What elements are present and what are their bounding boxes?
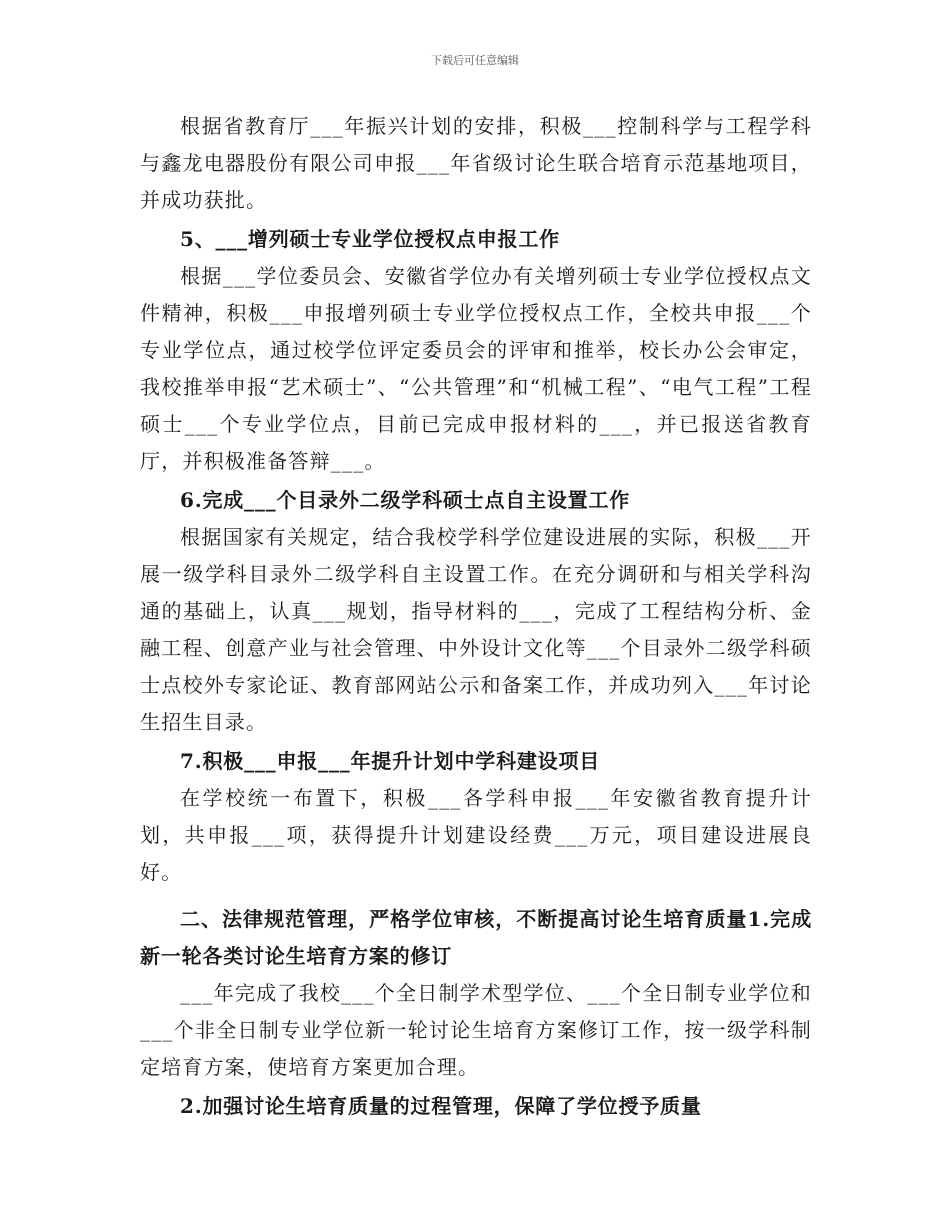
document-body	[140, 108, 812, 1125]
heading-quality-management: 2.加强讨论生培育质量的过程管理，保障了学位授予质量	[180, 1094, 702, 1118]
heading-section-5: 5、___增列硕士专业学位授权点申报工作	[180, 227, 560, 251]
paragraph-professional-degree: 根据___学位委员会、安徽省学位办有关增列硕士专业学位授权点文件精神，积极___申报增列硕士专业学位授权点工作，全校共申报___个专业学位点，通过校学位评定委员会的评审和推举，校长办公会审定，我校推举申报“艺术硕士”、“公共管理”和“机械工程”、“电气工程”工程硕士___个专业学位点，目前已完成申报材料的___，并已报送省教育厅，并积极准备答辩___。	[140, 264, 812, 473]
heading-part-two: 二、法律规范管理，严格学位审核，不断提高讨论生培育质量1.完成新一轮各类讨论生培育方案的修订	[140, 907, 812, 968]
page-header: 下载后可任意编辑	[431, 54, 519, 67]
heading-section-7: 7.积极___申报___年提升计划中学科建设项目	[180, 749, 601, 773]
paragraph-secondary-discipline: 根据国家有关规定，结合我校学科学位建设进展的实际，积极___开展一级学科目录外二级学科自主设置工作。在充分调研和与相关学科沟通的基础上，认真___规划，指导材料的___，完成了工程结构分析、金融工程、创意产业与社会管理、中外设计文化等___个目录外二级学科硕士点校外专家论证、教育部网站公示和备案工作，并成功列入___年讨论生招生目录。	[140, 525, 812, 734]
paragraph-base-project: 根据省教育厅___年振兴计划的安排，积极___控制科学与工程学科与鑫龙电器股份有限公司申报___年省级讨论生联合培育示范基地项目，并成功获批。	[140, 114, 812, 212]
heading-section-6: 6.完成___个目录外二级学科硕士点自主设置工作	[180, 488, 631, 512]
paragraph-training-plan: ___年完成了我校___个全日制学术型学位、___个全日制专业学位和___个非全日制专业学位新一轮讨论生培育方案修订工作，按一级学科制定培育方案，使培育方案更加合理。	[140, 981, 812, 1079]
paragraph-improvement-plan: 在学校统一布置下，积极___各学科申报___年安徽省教育提升计划，共申报___项，获得提升计划建设经费___万元，项目建设进展良好。	[140, 786, 812, 884]
